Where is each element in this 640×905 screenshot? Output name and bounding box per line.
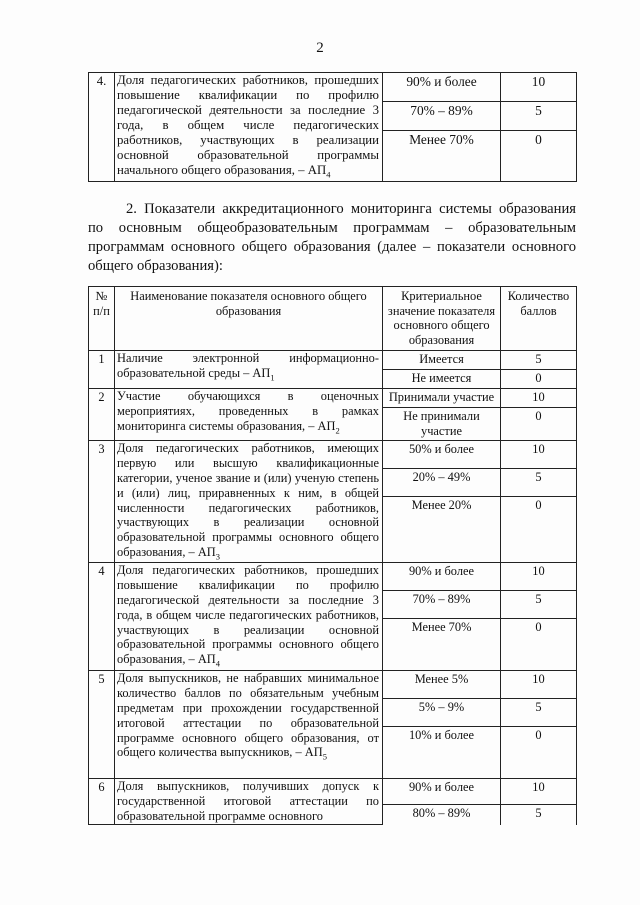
row-number: 4 bbox=[89, 563, 115, 671]
score-value: 10 bbox=[501, 73, 577, 102]
criterion-value: 90% и более bbox=[383, 779, 501, 805]
table-row bbox=[89, 351, 577, 370]
score-value: 5 bbox=[501, 805, 577, 825]
score-value: 5 bbox=[501, 102, 577, 131]
continuation-table bbox=[88, 72, 577, 182]
table-row bbox=[89, 563, 577, 591]
header-indicator-name: Наименование показателя основного общего образования bbox=[115, 287, 383, 351]
criterion-value: 80% – 89% bbox=[383, 805, 501, 825]
section-2-paragraph: 2. Показатели аккредитационного мониторинга системы образования по основным общеобразовательным программам – образовательным программам основного общего образования (далее – показатели основного общего образования): bbox=[88, 201, 576, 274]
criterion-value: Менее 70% bbox=[383, 619, 501, 671]
header-score: Количество баллов bbox=[501, 287, 577, 351]
row-number: 3 bbox=[89, 441, 115, 563]
score-value: 5 bbox=[501, 699, 577, 727]
header-number: № п/п bbox=[89, 287, 115, 351]
score-value: 10 bbox=[501, 441, 577, 469]
table-row bbox=[89, 73, 577, 102]
indicators-table bbox=[88, 286, 577, 825]
indicator-name: Доля выпускников, получивших допуск к государственной итоговой аттестации по образовательной программе основного bbox=[115, 779, 383, 825]
criterion-value: Менее 20% bbox=[383, 497, 501, 563]
criterion-value: 20% – 49% bbox=[383, 469, 501, 497]
score-value: 0 bbox=[501, 131, 577, 182]
score-value: 5 bbox=[501, 469, 577, 497]
indicator-name: Доля педагогических работников, прошедших повышение квалификации по профилю педагогической деятельности за последние 3 года, в общем числе педагогических работников, участвующих в реализации основной образовательной программы начального общего образования, – $АП_4$ bbox=[115, 73, 383, 182]
indicator-name: Доля выпускников, не набравших минимальное количество баллов по обязательным учебным предметам при прохождении государственной итоговой аттестации по образовательной программе основного общего образования, от общего количества выпускников, – $АП_5$ bbox=[115, 671, 383, 779]
score-value: 5 bbox=[501, 351, 577, 370]
header-criterion: Критериальное значение показателя основного общего образования bbox=[383, 287, 501, 351]
row-number: 6 bbox=[89, 779, 115, 825]
score-value: 10 bbox=[501, 563, 577, 591]
criterion-value: 70% – 89% bbox=[383, 591, 501, 619]
row-number: 5 bbox=[89, 671, 115, 779]
page-number: 2 bbox=[316, 40, 324, 56]
indicator-name: Наличие электронной информационно-образовательной среды – $АП_1$ bbox=[115, 351, 383, 389]
criterion-value: Не имеется bbox=[383, 370, 501, 389]
criterion-value: 5% – 9% bbox=[383, 699, 501, 727]
score-value: 0 bbox=[501, 619, 577, 671]
criterion-value: 90% и более bbox=[383, 563, 501, 591]
criterion-value: Менее 5% bbox=[383, 671, 501, 699]
score-value: 0 bbox=[501, 727, 577, 779]
score-value: 0 bbox=[501, 497, 577, 563]
criterion-value: Не принимали участие bbox=[383, 407, 501, 441]
criterion-value: Менее 70% bbox=[383, 131, 501, 182]
criterion-value: Имеется bbox=[383, 351, 501, 370]
score-value: 10 bbox=[501, 779, 577, 805]
indicator-name: Доля педагогических работников, прошедших повышение квалификации по профилю педагогической деятельности за последние 3 года, в общем числе педагогических работников, участвующих в реализации основной образовательной программы основного общего образования, – $АП_4$ bbox=[115, 563, 383, 671]
table-row bbox=[89, 389, 577, 408]
score-value: 10 bbox=[501, 389, 577, 408]
criterion-value: 50% и более bbox=[383, 441, 501, 469]
table-row bbox=[89, 779, 577, 805]
criterion-value: 90% и более bbox=[383, 73, 501, 102]
table-row bbox=[89, 441, 577, 469]
criterion-value: Принимали участие bbox=[383, 389, 501, 408]
criterion-value: 70% – 89% bbox=[383, 102, 501, 131]
score-value: 0 bbox=[501, 407, 577, 441]
table-row bbox=[89, 671, 577, 699]
row-number: 1 bbox=[89, 351, 115, 389]
table-header-row bbox=[89, 287, 577, 351]
score-value: 0 bbox=[501, 370, 577, 389]
row-number: 2 bbox=[89, 389, 115, 441]
score-value: 5 bbox=[501, 591, 577, 619]
criterion-value: 10% и более bbox=[383, 727, 501, 779]
row-number: 4. bbox=[89, 73, 115, 182]
indicator-name: Участие обучающихся в оценочных мероприятиях, проведенных в рамках мониторинга системы образования, – $АП_2$ bbox=[115, 389, 383, 441]
score-value: 10 bbox=[501, 671, 577, 699]
indicator-name: Доля педагогических работников, имеющих первую или высшую квалификационные категории, ученое звание и (или) ученую степень и (или) лиц, приравненных к ним, в общей численности педагогических работников, участвующих в реализации основной образовательной программы основного общего образования, – $АП_3$ bbox=[115, 441, 383, 563]
